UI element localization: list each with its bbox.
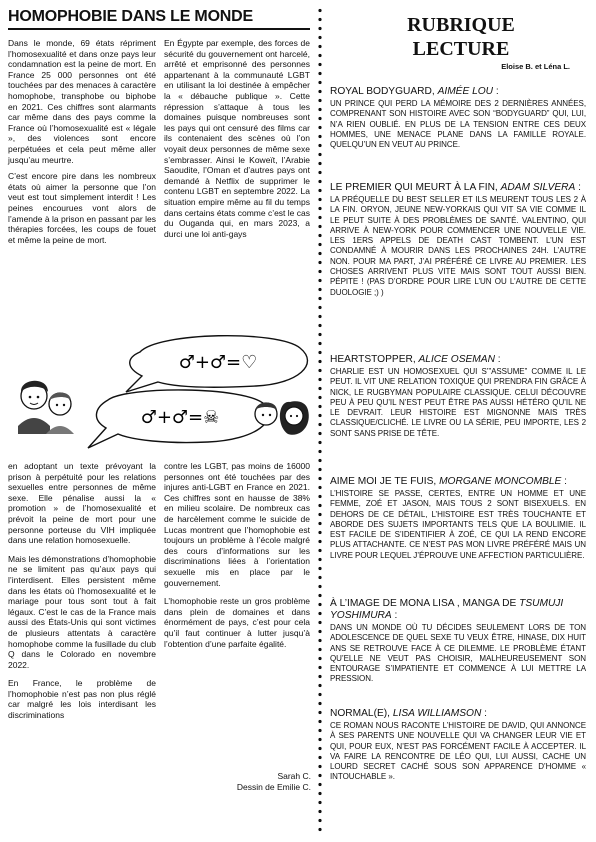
section-title-line2: LECTURE xyxy=(412,38,510,60)
book-heading-colon: : xyxy=(494,354,501,365)
section-title-line1: RUBRIQUE xyxy=(407,14,515,36)
book-author: AIMÉE LOU xyxy=(437,86,494,97)
article-credits xyxy=(237,771,311,793)
book-heading-colon: : xyxy=(575,182,581,193)
book-summary: L’HISTOIRE SE PASSE, CERTES, ENTRE UN HOMME ET UNE FEMME, ZOÉ ET JASON, MAIS TOUS 2 SONT BISEXUELS. EN DEHORS DE CE DÉTAIL, L’HISTOIRE EST TRÈS TOUCHANTE ET ABORDE DES SUJETS IMPORTANTS TELS QUE LA BOULIMIE. IL EST FACILE DE S’IDENTIFIER À ZOÉ, CE QUI LA REND ENCORE PLUS ATTACHANTE. CE N’EST PAS MON LIVRE PRÉFÉRÉ MAIS UN LIVRE POUR LEQUEL J’ÉPROUVE UNE AFFECTION PARTICULIÈRE. xyxy=(330,489,586,560)
person-figure-left xyxy=(18,381,50,434)
book-heading-colon: : xyxy=(481,708,488,719)
speech-bubble-death xyxy=(88,390,269,448)
article-paragraph: contre les LGBT, pas moins de 16000 personnes ont été touchées par des injures anti-LGBT en France en 2021. Ces chiffres sont en hausse de 38% en milieu scolaire. De nombreux cas de harcèlement comme le suicide de Lucas montrent que l’homophobie est toujours un problème à l’école malgré des cours d’informations sur les discriminations liées à l’orientation sexuelle mis en place par le gouvernement. xyxy=(164,461,310,588)
book-review xyxy=(330,354,586,439)
illustration-drawing xyxy=(8,330,314,455)
book-author: MORGANE MONCOMBLE xyxy=(439,476,562,487)
book-heading xyxy=(330,476,586,488)
article-title: HOMOPHOBIE DANS LE MONDE xyxy=(8,8,253,25)
book-author: ADAM SILVERA xyxy=(500,182,576,193)
book-review xyxy=(330,86,586,150)
person-figure-left-2 xyxy=(46,393,74,435)
book-summary: UN PRINCE QUI PERD LA MÉMOIRE DES 2 DERNIÈRES ANNÉES, COMPRENANT SON HISTOIRE AVEC SON “BODYGUARD” QUI, LUI, N’A RIEN OUBLIÉ. EN PLUS DE LA TENSION ENTRE CES DEUX HOMMES, UNE MENACE PLANE DANS LA FAMILLE ROYALE. QUELQU’UN EN VEUT AU PRINCE. xyxy=(330,99,586,150)
book-title: HEARTSTOPPER, xyxy=(330,354,419,365)
article-paragraph: En Égypte par exemple, des forces de sécurité du gouvernement ont harcelé, arrêté et emprisonné des personnes appartenant à la communauté LGBT en utilisant la loi destinée à empêcher la « débauche publique ». Cette répression s’attaque à tous les domaines puisque nombreuses sont les pays qui ont censuré des films car ils contenaient des scènes où l’on voyait deux personnes de même sexe s’embrasser. Ainsi le Koweït, l’Arabie Saoudite, l’Oman et d’autres pays ont demandé à Netflix de supprimer le contenu LGBT en septembre 2022. La situation empire même au fil du temps dans certains états comme c’est le cas du Ouganda qui, en mars 2023, a durci une loi anti-gays xyxy=(164,38,310,239)
book-summary: CHARLIE EST UN HOMOSEXUEL QUI S’”ASSUME” COMME IL LE PEUT. IL VIT UNE RELATION TOXIQUE QUI PRENDRA FIN GRÂCE À NICK, LE RUGBYMAN POPULAIRE CLASSIQUE. CELUI DÉCOUVRE PEU À PEU QU’IL N’EST PEUT ÊTRE PAS AUSSI HÉTÉRO QU’IL NE LE DEVRAIT. LEUR HISTOIRE EST MIGNONNE MAIS TRÈS CLASSIQUE/CLICHÉ. LE LIVRE OU LA SÉRIE, PEU IMPORTE, LES 2 SONT SANS PRISE DE TÊTE. xyxy=(330,367,586,438)
book-review xyxy=(330,708,586,783)
section-authors: Eloise B. et Léna L. xyxy=(501,62,570,71)
person-figure-right xyxy=(255,403,277,426)
equation-love: ♂+♂=♡ xyxy=(178,352,258,373)
book-heading-colon: : xyxy=(493,86,499,97)
book-heading-colon: : xyxy=(391,610,398,621)
article-paragraph: En France, le problème de l’homophobie n’est pas non plus réglé car malgré les lois interdisant les discriminations xyxy=(8,678,156,721)
book-heading xyxy=(330,708,586,720)
article-paragraph: Dans le monde, 69 états répriment l’homosexualité et dans onze pays leur condamnation est la peine de mort. En France 25 000 personnes ont été touchées par des menaces à caractère homophobe, transphobe ou biphobe en 2021. Ces chiffres sont alarmants car même dans des pays comme la France où l’homosexualité est « légale », des violences sont encore perpétuées et cela peut même aller jusqu’au meurtre. xyxy=(8,38,156,165)
book-author: LISA WILLIAMSON xyxy=(392,708,482,719)
book-summary: LA PRÉQUELLE DU BEST SELLER ET ILS MEURENT TOUS LES 2 À LA FIN. ORYON, JEUNE NEW-YORKAIS QUI VIT SA VIE COMME IL LE PEUT SUITE À DES PROBLÈMES DE SANTÉ. VALENTINO, QUI ARRIVE À NEW-YORK POUR COMMENCER UNE NOUVELLE VIE. LES 1ERS APPELS DE DEATH CAST TOMBENT. L’UN EST CONDAMNÉ À MOURIR DANS LES PROCHAINES 24H. L’AUTRE NON. POUR MA PART, J’AI PRÉFÉRÉ CE LIVRE AU PREMIER. LES CHOSES ARRIVENT PLUS VITE MAIS SONT TOUT AUSSI BIEN. PÉPITE ! (PAS D’ORDRE POUR LIRE L’UN OU L’AUTRE DE CETTE DUOLOGIE ;) ) xyxy=(330,195,586,297)
book-summary: CE ROMAN NOUS RACONTE L’HISTOIRE DE DAVID, QUI ANNONCE À SES PARENTS UNE NOUVELLE QUI VA CHANGER LEUR VIE ET QUI, POUR EUX, N’EST PAS FORCÉMENT FACILE À ACCEPTER. IL VA FAIRE LA RENCONTRE DE LÉO QUI, LUI AUSSI, CACHE UN LOURD SECRET CACHÉ SOUS SON APPARENCE D’HOMME « INTOUCHABLE ». xyxy=(330,721,586,782)
book-heading xyxy=(330,354,586,366)
article-column-2 xyxy=(164,38,310,245)
book-heading xyxy=(330,86,586,98)
person-figure-right-2 xyxy=(280,401,309,434)
book-title: AIME MOI JE TE FUIS, xyxy=(330,476,440,487)
book-summary: DANS UN MONDE OÙ TU DÉCIDES SEULEMENT LORS DE TON ADOLESCENCE DE QUEL SEXE TU VEUX ÊTRE, HINASE, DIX HUIT ANS SE RETROUVE FACE À CE DILEMME. LE PROBLÈME ÉTANT QU’ELLE NE VEUT PAS CHOISIR, MALHEUREUSEMENT SON ENTOURAGE S’IMPATIENTE ET COMMENCE À LUI METTRE LA PRESSION. xyxy=(330,623,586,684)
article-column-3 xyxy=(8,461,156,727)
book-title: NORMAL(E), xyxy=(330,708,393,719)
article-paragraph: en adoptant un texte prévoyant la prison à perpétuité pour les relations sexuelles entre personnes de même sexe. Elle pénalise aussi la « promotion » de l’homosexualité et prévoit la peine de mort pour une personne porteuse du VIH impliquée dans une relation homosexuelle. xyxy=(8,461,156,546)
book-review xyxy=(330,476,586,561)
book-title: À L’IMAGE DE MONA LISA , MANGA DE xyxy=(330,598,520,609)
book-heading xyxy=(330,182,586,194)
book-title: LE PREMIER QUI MEURT À LA FIN, xyxy=(330,182,501,193)
book-review xyxy=(330,598,586,685)
speech-bubble-love xyxy=(126,336,307,392)
book-author: ALICE OSEMAN xyxy=(418,354,495,365)
book-author: TSUMUJI YOSHIMURA xyxy=(330,598,564,621)
article-paragraph: C’est encore pire dans les nombreux états où aimer la personne que l’on veut est tout simplement interdit ! Les peines encourues vont alors de l’amende à la prison en passant par les thérapies forcées, les coups de fouet et même la peine de mort. xyxy=(8,171,156,245)
credit-drawing: Dessin de Emilie C. xyxy=(236,782,311,792)
column-divider xyxy=(318,6,322,836)
equation-death: ♂+♂=☠ xyxy=(140,407,220,428)
article-paragraph: Mais les démonstrations d’homophobie ne se limitent pas qu’aux pays qui l’interdisent. Elles persistent même dans les états où l’homosexualité et le mariage pour tous sont tout à fait légaux. C’est le cas de la France mais aussi des États-Unis qui sont victimes de plusieurs attentats à caractère homophobe comme la fusillade du club Q dans le Colorado en novembre 2022. xyxy=(8,553,156,670)
book-heading-colon: : xyxy=(561,476,567,487)
article-column-1 xyxy=(8,38,156,251)
credit-author: Sarah C. xyxy=(277,771,311,781)
book-title: ROYAL BODYGUARD, xyxy=(330,86,438,97)
article-paragraph: L’homophobie reste un gros problème dans plein de domaines et dans énormément de pays, c’est pour cela qu’il faut continuer à lutter jusqu’à l’obtention d’une parfaite égalité. xyxy=(164,596,310,649)
book-heading xyxy=(330,598,586,622)
article-column-4 xyxy=(164,461,310,655)
book-review xyxy=(330,182,586,298)
title-underline xyxy=(8,28,310,30)
